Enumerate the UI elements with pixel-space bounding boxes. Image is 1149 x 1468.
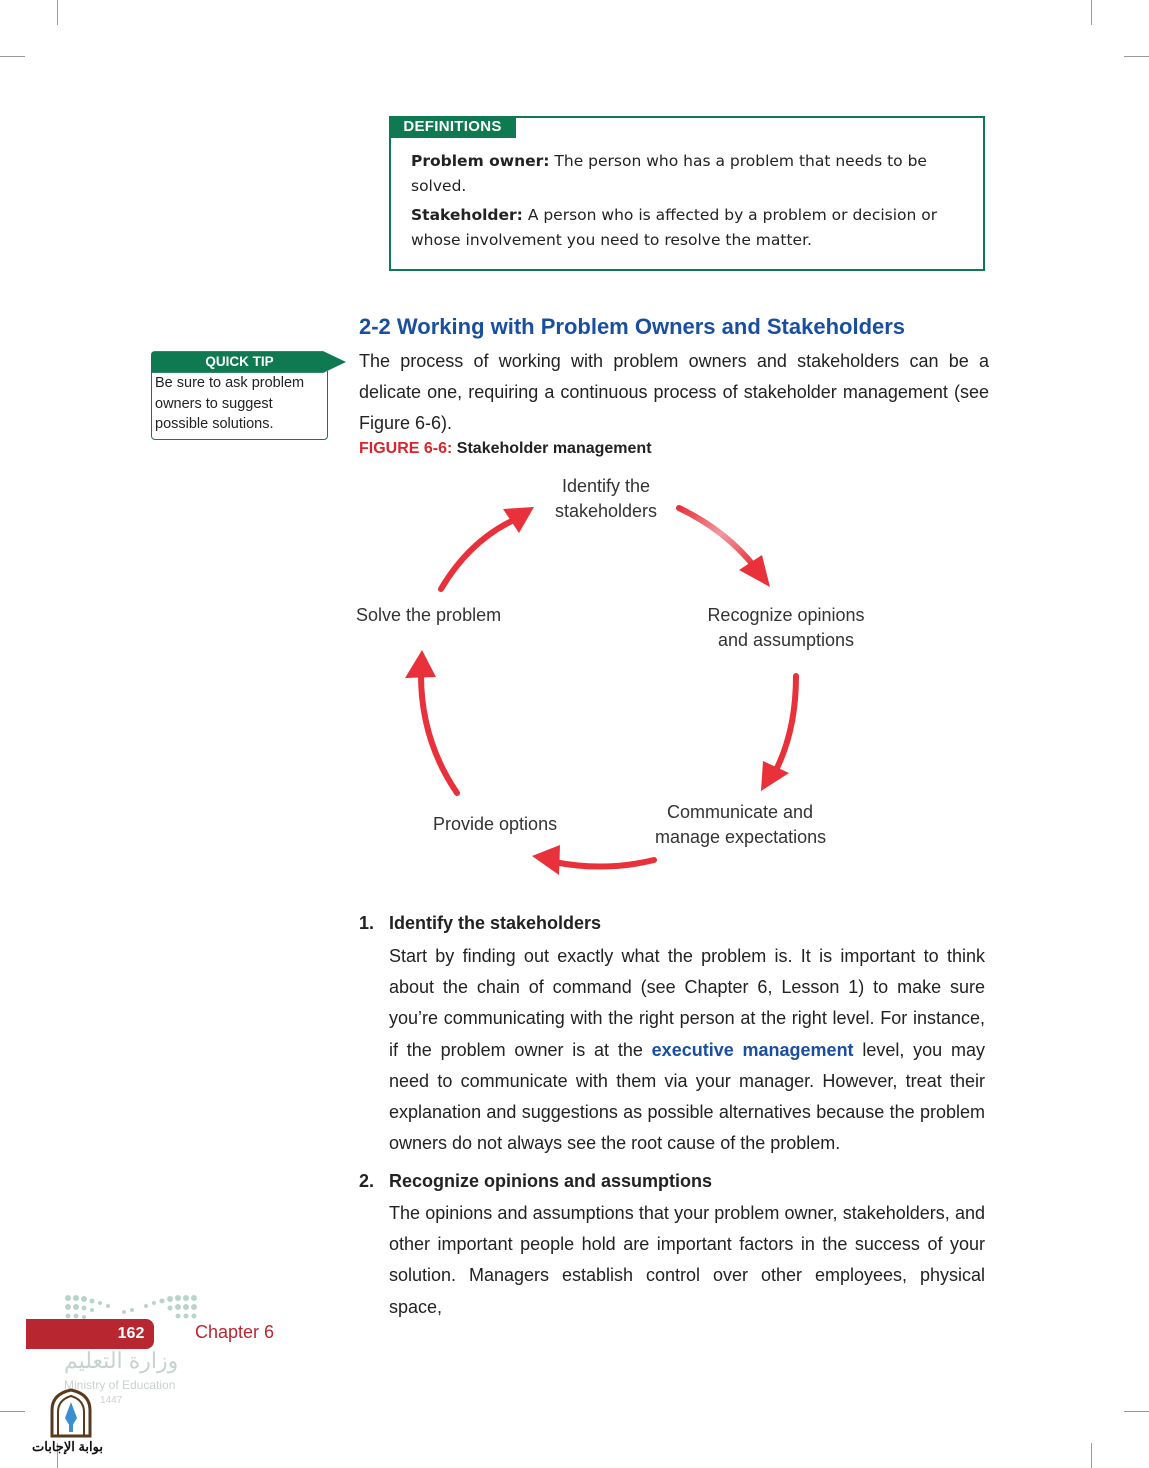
crop-mark [1091, 1443, 1092, 1468]
ministry-year: 1447 [100, 1395, 123, 1406]
definition-text: The person who has a problem that needs to be solved. [411, 152, 927, 195]
cycle-arrow [679, 508, 770, 587]
chapter-label: Chapter 6 [195, 1322, 275, 1342]
cycle-step-line: manage expectations [655, 827, 827, 847]
cycle-step-line: Identify the [561, 476, 651, 496]
list-number: 2. [359, 1171, 375, 1191]
cycle-step-identify [546, 474, 666, 524]
cycle-step-line: and assumptions [717, 630, 855, 650]
list-number: 1. [359, 913, 375, 933]
figure-number: FIGURE 6-6: [359, 440, 453, 457]
definitions-heading: DEFINITIONS [389, 116, 516, 138]
cycle-arrow [761, 676, 796, 791]
quick-tip-label: QUICK TIP [205, 354, 274, 369]
list-item-body [389, 941, 985, 1159]
definition-text: A person who is affected by a problem or decision or whose involvement you need to resolve the matter. [411, 206, 938, 249]
cycle-arrow [532, 845, 654, 875]
intro-paragraph: The process of working with problem owners and stakeholders can be a delicate one, requiring a continuous process of stakeholder management (see Figure 6-6). [359, 351, 989, 433]
cycle-step-communicate [655, 800, 825, 850]
portal-name: بوابة الإجابات [32, 1439, 103, 1454]
cycle-step-provide: Provide options [433, 814, 558, 834]
list-item-title: Identify the stakeholders [389, 913, 602, 933]
ministry-name-arabic: وزارة التعليم [64, 1348, 179, 1373]
body-text: level, you may need to communicate with them via your manager. However, treat their explanation and suggestions as possible alternatives because the problem owners do not always see the root cause of the problem. [389, 1039, 985, 1154]
cycle-step-line: Recognize opinions [707, 605, 865, 625]
list-item-body: The opinions and assumptions that your problem owner, stakeholders, and other important people hold are important factors in the success of your solution. Managers establish control over other employees, physical space, [389, 1203, 985, 1317]
crop-mark [0, 1411, 25, 1412]
figure-title: Stakeholder management [452, 440, 652, 457]
definition-term: Stakeholder: [411, 206, 523, 224]
portal-logo-icon [48, 1388, 94, 1438]
body-text: Start by finding out exactly what the problem is. It is important to think about the chain of command (see Chapter 6, Lesson 1) to make sure you’re communicating with the right person at the right level. For instance, if the problem owner is at the [389, 946, 985, 1060]
cycle-step-line: stakeholders [554, 501, 658, 521]
definition-term: Problem owner: [411, 152, 550, 170]
quick-tip-text: Be sure to ask problem owners to suggest possible solutions. [155, 375, 305, 432]
list-item-title: Recognize opinions and assumptions [389, 1171, 713, 1191]
cycle-arrow [441, 507, 534, 589]
cycle-step-recognize [706, 603, 866, 653]
page-number: 162 [117, 1325, 145, 1342]
crop-mark [1124, 1411, 1149, 1412]
cycle-step-solve: Solve the problem [356, 605, 502, 625]
cycle-step-line: Communicate and [666, 802, 814, 822]
key-term: executive management [651, 1039, 854, 1060]
cycle-arrow [405, 650, 457, 793]
section-title: 2-2 Working with Problem Owners and Stakeholders [359, 314, 906, 339]
ministry-name-english: Ministry of Education [64, 1378, 176, 1392]
